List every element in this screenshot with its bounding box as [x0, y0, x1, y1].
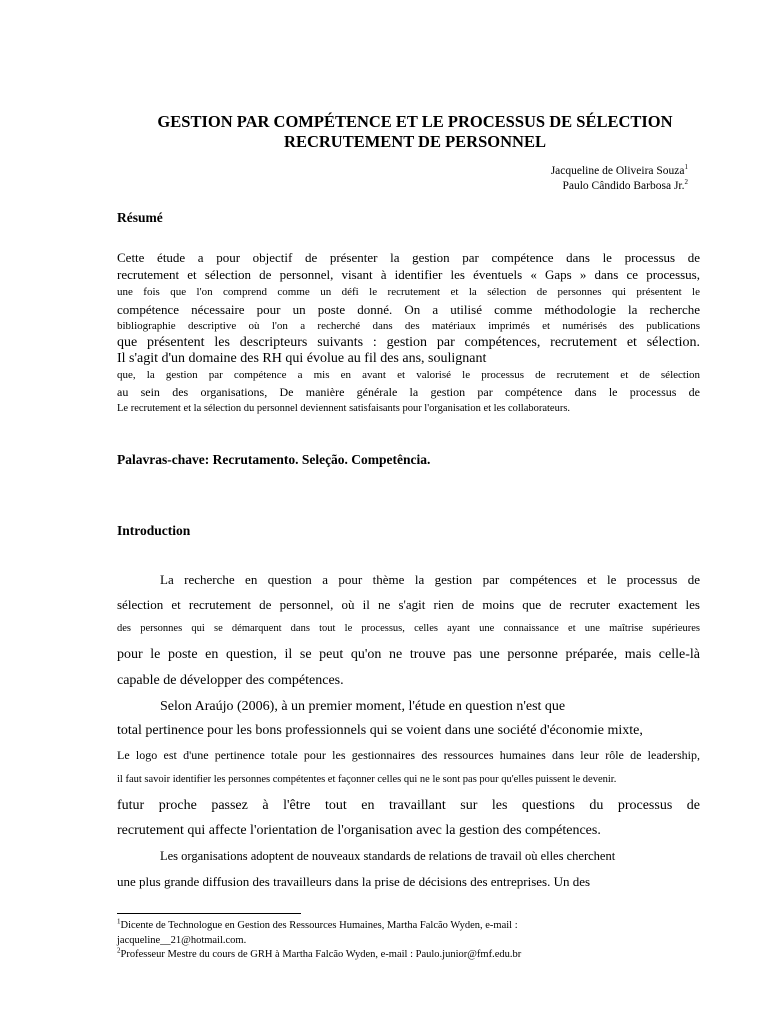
footnote-text: Professeur Mestre du cours de GRH à Martha Falcão Wyden, e-mail : Paulo.junior@fmf.edu.br [120, 949, 522, 960]
resume-line: au sein des organisations, De manière générale la gestion par compétence dans le processus de [117, 385, 700, 399]
resume-line: que, la gestion par compétence a mis en avant et valorisé le processus de recrutement et de sélection [117, 369, 700, 381]
resume-line: que présentent les descripteurs suivants : gestion par compétences, recrutement et sélection. [117, 335, 700, 350]
resume-line: recrutement et sélection de personnel, visant à identifier les éventuels « Gaps » dans ce processus, [117, 267, 700, 282]
intro-line: total pertinence pour les bons professionnels qui se voient dans une société d'économie mixte, [117, 723, 643, 738]
intro-line: Les organisations adoptent de nouveaux standards de relations de travail où elles cherchent [160, 849, 616, 863]
intro-line: Selon Araújo (2006), à un premier moment, l'étude en question n'est que [160, 699, 566, 714]
resume-line: une fois que l'on comprend comme un défi le recrutement et la sélection de personnes qui présentent le [117, 286, 700, 298]
author-2 [551, 179, 688, 194]
resume-heading: Résumé [117, 210, 163, 225]
intro-line: recrutement qui affecte l'orientation de l'organisation avec la gestion des compétences. [117, 823, 601, 838]
footnote-mark: 2 [117, 946, 121, 955]
resume-line: Cette étude a pour objectif de présenter la gestion par compétence dans le processus de [117, 250, 700, 265]
footnote-1 [117, 917, 518, 931]
introduction-heading: Introduction [117, 523, 191, 538]
footnote-1-continued: jacqueline__21@hotmail.com. [117, 935, 247, 946]
author-list [551, 164, 688, 194]
footnote-text: Dicente de Technologue en Gestion des Ressources Humaines, Martha Falcão Wyden, e-mail : [120, 920, 518, 931]
intro-line: capable de développer des compétences. [117, 673, 344, 688]
author-1 [551, 164, 688, 179]
intro-line: pour le poste en question, il se peut qu'on ne trouve pas une personne préparée, mais celle-là [117, 647, 700, 662]
intro-line: il faut savoir identifier les personnes compétentes et façonner celles qui ne le sont pas pour qu'elles puissent le devenir. [117, 774, 617, 785]
intro-line: La recherche en question a pour thème la gestion par compétences et le processus de [160, 572, 700, 587]
resume-line: Il s'agit d'un domaine des RH qui évolue au fil des ans, soulignant [117, 351, 487, 366]
document-title [110, 112, 720, 152]
intro-line: une plus grande diffusion des travailleurs dans la prise de décisions des entreprises. Un des [117, 874, 591, 889]
intro-line: Le logo est d'une pertinence totale pour les gestionnaires des ressources humaines dans leur rôle de leadership, [117, 748, 700, 762]
author-name: Jacqueline de Oliveira Souza [550, 165, 685, 177]
intro-line: futur proche passez à l'être tout en travaillant sur les questions du processus de [117, 798, 700, 813]
intro-line: des personnes qui se démarquent dans tout le processus, celles ayant une connaissance et une maîtrise supérieures [117, 623, 700, 634]
title-line-2: RECRUTEMENT DE PERSONNEL [284, 132, 546, 151]
title-line-1: GESTION PAR COMPÉTENCE ET LE PROCESSUS DE SÉLECTION [157, 112, 673, 131]
footnote-mark: 1 [117, 917, 121, 926]
keywords: Palavras-chave: Recrutamento. Seleção. Competência. [117, 452, 431, 467]
intro-line: sélection et recrutement de personnel, où il ne s'agit rien de moins que de recruter exactement les [117, 597, 700, 612]
footnote-separator [117, 913, 301, 914]
resume-line: bibliographie descriptive où l'on a recherché dans des matériaux imprimés et numérisés des publications [117, 320, 700, 332]
resume-line: compétence nécessaire pour un poste donné. On a utilisé comme méthodologie la recherche [117, 302, 700, 317]
footnote-ref: 1 [684, 163, 688, 172]
author-name: Paulo Cândido Barbosa Jr. [562, 180, 685, 192]
footnote-ref: 2 [684, 178, 688, 187]
footnote-2 [117, 946, 522, 960]
resume-line: Le recrutement et la sélection du personnel deviennent satisfaisants pour l'organisation et les collaborateurs. [117, 403, 571, 414]
